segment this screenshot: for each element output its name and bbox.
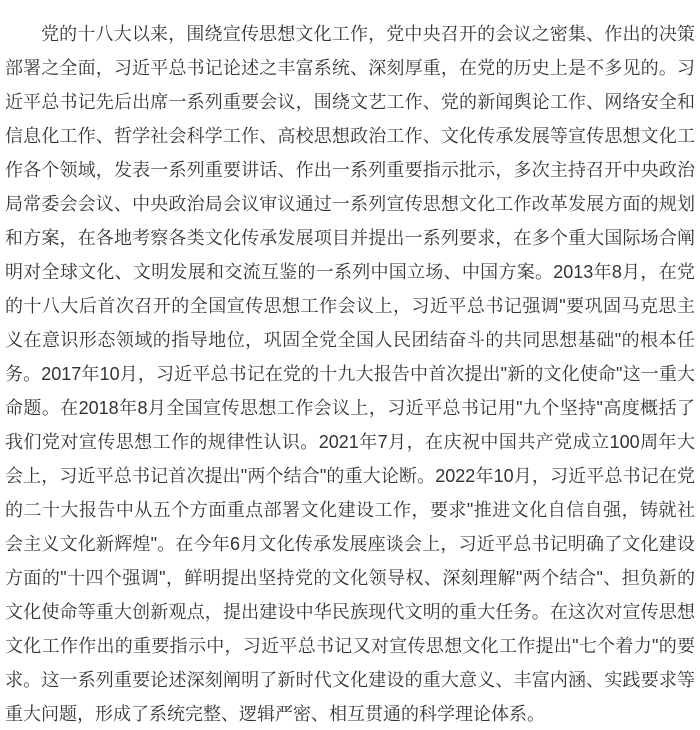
article-paragraph: 党的十八大以来，围绕宣传思想文化工作，党中央召开的会议之密集、作出的决策部署之全面，习近平总书记论述之丰富系统、深刻厚重，在党的历史上是不多见的。习近平总书记先后出席一系列重要会议，围绕文艺工作、党的新闻舆论工作、网络安全和信息化工作、哲学社会科学工作、高校思想政治工作、文化传承发展等宣传思想文化工作各个领域，发表一系列重要讲话、作出一系列重要指示批示，多次主持召开中央政治局常委会会议、中央政治局会议审议通过一系列宣传思想文化工作改革发展方面的规划和方案，在各地考察各类文化传承发展项目并提出一系列要求，在多个重大国际场合阐明对全球文化、文明发展和交流互鉴的一系列中国立场、中国方案。2013年8月，在党的十八大后首次召开的全国宣传思想工作会议上，习近平总书记强调"要巩固马克思主义在意识形态领域的指导地位，巩固全党全国人民团结奋斗的共同思想基础"的根本任务。2017年10月，习近平总书记在党的十九大报告中首次提出"新的文化使命"这一重大命题。在2018年8月全国宣传思想工作会议上，习近平总书记用"九个坚持"高度概括了我们党对宣传思想工作的规律性认识。2021年7月，在庆祝中国共产党成立100周年大会上，习近平总书记首次提出"两个结合"的重大论断。2022年10月，习近平总书记在党的二十大报告中从五个方面重点部署文化建设工作，要求"推进文化自信自强，铸就社会主义文化新辉煌"。在今年6月文化传承发展座谈会上，习近平总书记明确了文化建设方面的"十四个强调"，鲜明提出坚持党的文化领导权、深刻理解"两个结合"、担负新的文化使命等重大创新观点，提出建设中华民族现代文明的重大任务。在这次对宣传思想文化工作作出的重要指示中，习近平总书记又对宣传思想文化工作提出"七个着力"的要求。这一系列重要论述深刻阐明了新时代文化建设的重大意义、丰富内涵、实践要求等重大问题，形成了系统完整、逻辑严密、相互贯通的科学理论体系。: [5, 24, 695, 724]
